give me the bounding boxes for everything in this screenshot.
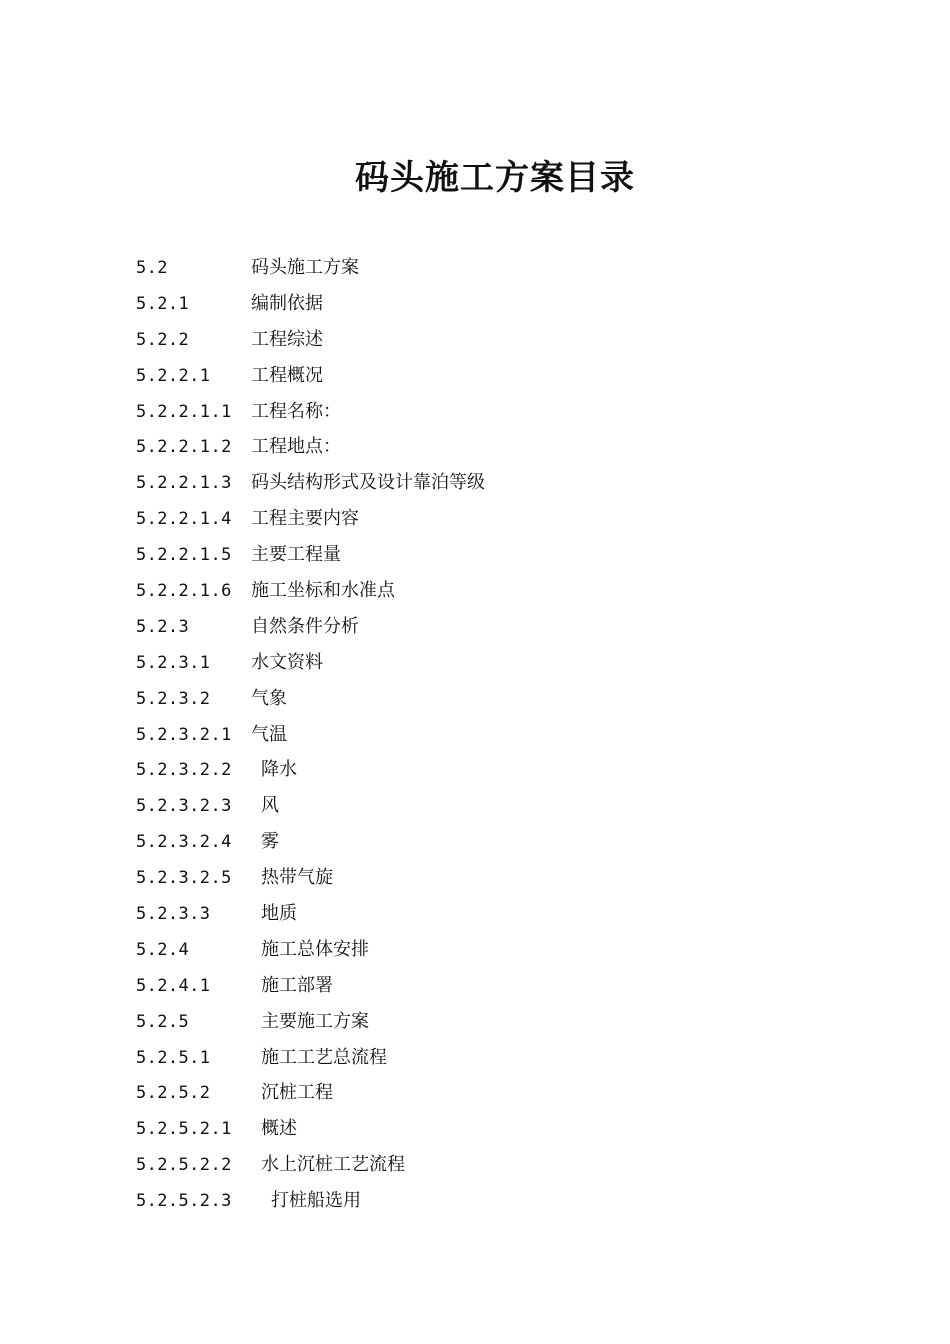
toc-entry[interactable] — [136, 431, 836, 467]
toc-entry[interactable] — [136, 539, 836, 575]
toc-entry-number: 5.2.5.2.1 — [136, 1119, 232, 1140]
toc-entry[interactable] — [136, 324, 836, 360]
toc-entry-number: 5.2.2.1 — [136, 365, 211, 386]
toc-entry-label: 主要工程量 — [251, 544, 341, 566]
page-title: 码头施工方案目录 — [355, 158, 635, 198]
toc-entry-number: 5.2.3.3 — [136, 904, 211, 925]
toc-entry-number: 5.2.2.1.2 — [136, 437, 232, 458]
toc-entry-label: 水上沉桩工艺流程 — [261, 1154, 405, 1176]
toc-entry-number: 5.2.3.2.5 — [136, 868, 232, 889]
toc-entry-label: 气象 — [251, 687, 287, 709]
toc-entry-label: 水文资料 — [251, 651, 323, 673]
toc-entry-number: 5.2.3.2.1 — [136, 724, 232, 745]
toc-entry-number: 5.2.1 — [136, 293, 190, 314]
toc-entry[interactable] — [136, 288, 836, 324]
toc-entry[interactable] — [136, 252, 836, 288]
toc-entry[interactable] — [136, 790, 836, 826]
toc-entry-number: 5.2.2.1.5 — [136, 545, 232, 566]
toc-entry-label: 热带气旋 — [261, 867, 333, 889]
toc-entry-label: 概述 — [261, 1118, 297, 1140]
toc-entry-number: 5.2.3 — [136, 616, 190, 637]
toc-entry-number: 5.2.2 — [136, 329, 190, 350]
toc-entry[interactable] — [136, 1077, 836, 1113]
toc-entry-label: 自然条件分析 — [251, 615, 359, 637]
toc-entry-number: 5.2.2.1.4 — [136, 509, 232, 530]
toc-entry-number: 5.2.3.2.2 — [136, 760, 232, 781]
toc-entry[interactable] — [136, 719, 836, 755]
toc-entry[interactable] — [136, 754, 836, 790]
toc-entry-label: 风 — [261, 795, 279, 817]
toc-entry-label: 码头结构形式及设计靠泊等级 — [251, 472, 485, 494]
toc-entry-label: 地质 — [261, 903, 297, 925]
toc-entry-number: 5.2.5.1 — [136, 1047, 211, 1068]
toc-entry-label: 工程综述 — [251, 328, 323, 350]
toc-entry[interactable] — [136, 1185, 836, 1221]
toc-entry[interactable] — [136, 360, 836, 396]
toc-entry[interactable] — [136, 575, 836, 611]
toc-entry-number: 5.2.4.1 — [136, 975, 211, 996]
toc-entry[interactable] — [136, 826, 836, 862]
toc-entry-number: 5.2.2.1.1 — [136, 401, 232, 422]
toc-entry-label: 编制依据 — [251, 292, 323, 314]
toc-entry-number: 5.2.3.2.3 — [136, 796, 232, 817]
toc-entry-number: 5.2.4 — [136, 939, 190, 960]
toc-entry-number: 5.2.5.2.2 — [136, 1155, 232, 1176]
toc-entry[interactable] — [136, 1149, 836, 1185]
toc-entry-label: 施工坐标和水准点 — [251, 580, 395, 602]
toc-entry-number: 5.2.3.2 — [136, 688, 211, 709]
toc-entry-label: 施工部署 — [261, 974, 333, 996]
toc-entry-number: 5.2.5.2.3 — [136, 1191, 232, 1212]
toc-entry-label: 气温 — [251, 723, 287, 745]
toc-entry-label: 降水 — [261, 759, 297, 781]
toc-entry-label: 施工总体安排 — [261, 938, 369, 960]
toc-entry-number: 5.2.5 — [136, 1011, 190, 1032]
toc-entry[interactable] — [136, 898, 836, 934]
toc-entry-label: 沉桩工程 — [261, 1082, 333, 1104]
toc-entry-number: 5.2.2.1.6 — [136, 581, 232, 602]
toc-entry[interactable] — [136, 467, 836, 503]
toc-entry[interactable] — [136, 683, 836, 719]
toc-entry-number: 5.2 — [136, 258, 168, 278]
toc-entry-label: 工程概况 — [251, 364, 323, 386]
toc-entry-label: 工程名称： — [251, 400, 341, 422]
toc-entry[interactable] — [136, 611, 836, 647]
toc-entry-number: 5.2.2.1.3 — [136, 473, 232, 494]
toc-entry[interactable] — [136, 1042, 836, 1078]
toc-entry-number: 5.2.3.1 — [136, 652, 211, 673]
toc-entry[interactable] — [136, 503, 836, 539]
toc-entry-label: 打桩船选用 — [271, 1190, 361, 1212]
toc-entry[interactable] — [136, 1113, 836, 1149]
toc-entry[interactable] — [136, 862, 836, 898]
toc-entry-label: 施工工艺总流程 — [261, 1046, 387, 1068]
toc-entry-number: 5.2.3.2.4 — [136, 832, 232, 853]
toc-entry[interactable] — [136, 970, 836, 1006]
toc-entry[interactable] — [136, 396, 836, 432]
toc-entry[interactable] — [136, 1006, 836, 1042]
toc-entry-label: 工程主要内容 — [251, 508, 359, 530]
toc-entry-label: 主要施工方案 — [261, 1010, 369, 1032]
toc-entry-number: 5.2.5.2 — [136, 1083, 211, 1104]
toc-entry-label: 码头施工方案 — [251, 257, 359, 278]
toc-entry-label: 工程地点： — [251, 436, 341, 458]
toc-entry[interactable] — [136, 647, 836, 683]
toc-entry-label: 雾 — [261, 831, 279, 853]
table-of-contents — [136, 252, 836, 1221]
toc-entry[interactable] — [136, 934, 836, 970]
